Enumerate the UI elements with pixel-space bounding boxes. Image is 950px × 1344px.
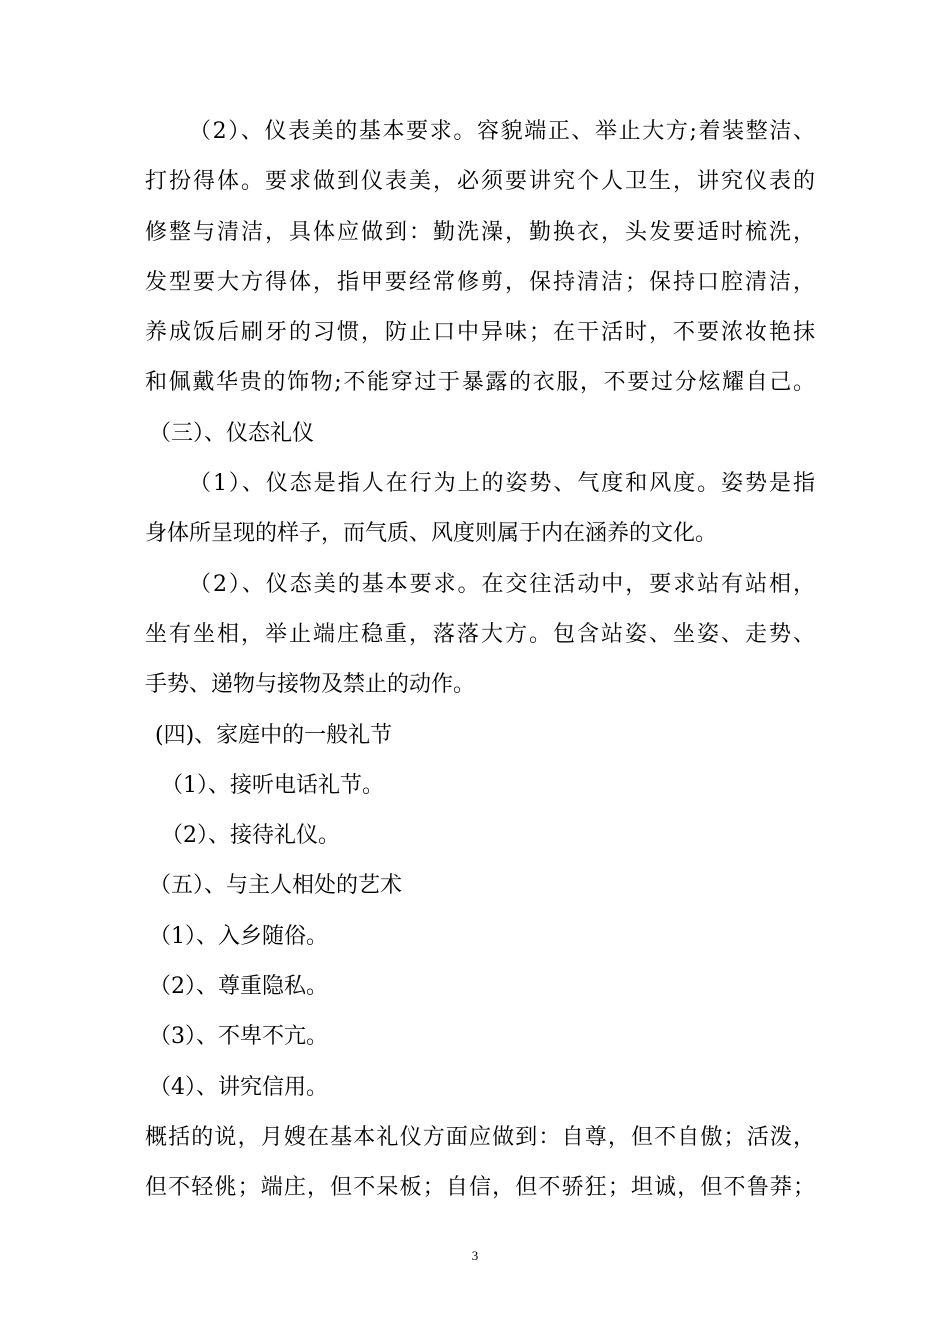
- list-item: （3）、不卑不亢。: [149, 1024, 328, 1050]
- section-heading: (四)、家庭中的一般礼节: [155, 722, 393, 748]
- paragraph-line: （2）、仪表美的基本要求。容貌端正、举止大方;着装整洁、: [189, 119, 815, 144]
- page-number: 3: [471, 1248, 479, 1263]
- paragraph-line: 和佩戴华贵的饰物;不能穿过于暴露的衣服，不要过分炫耀自己。: [145, 370, 815, 396]
- paragraph-line: 修整与清洁，具体应做到：勤洗澡，勤换衣，头发要适时梳洗，: [145, 219, 815, 245]
- paragraph-line: （1）、仪态是指人在行为上的姿势、气度和风度。姿势是指: [189, 471, 815, 497]
- paragraph-line: 身体所呈现的样子，而气质、风度则属于内在涵养的文化。: [145, 521, 718, 547]
- paragraph-line: （2）、仪态美的基本要求。在交往活动中，要求站有站相，: [189, 571, 815, 597]
- list-item: （1）、接听电话礼节。: [161, 772, 384, 798]
- list-item: （2）、尊重隐私。: [149, 974, 328, 1000]
- section-heading: （五）、与主人相处的艺术: [149, 873, 403, 899]
- paragraph-line: 发型要大方得体，指甲要经常修剪，保持清洁；保持口腔清洁，: [145, 269, 815, 295]
- paragraph-line: 打扮得体。要求做到仪表美，必须要讲究个人卫生，讲究仪表的: [145, 169, 815, 195]
- section-heading: （三）、仪态礼仪: [149, 420, 315, 446]
- paragraph-line: 坐有坐相，举止端庄稳重，落落大方。包含站姿、坐姿、走势、: [145, 621, 815, 647]
- list-item: （1）、入乡随俗。: [149, 923, 328, 949]
- paragraph-line: 手势、递物与接物及禁止的动作。: [145, 672, 476, 698]
- list-item: （4）、讲究信用。: [149, 1074, 328, 1100]
- list-item: （2）、接待礼仪。: [161, 823, 340, 849]
- paragraph-line: 但不轻佻；端庄，但不呆板；自信，但不骄狂；坦诚，但不鲁莽；: [145, 1175, 815, 1201]
- body-text: [145, 107, 815, 1214]
- paragraph-line: 养成饭后刷牙的习惯，防止口中异味；在干活时，不要浓妆艳抹: [145, 320, 815, 346]
- paragraph-line: 概括的说，月嫂在基本礼仪方面应做到：自尊，但不自傲；活泼，: [145, 1124, 815, 1150]
